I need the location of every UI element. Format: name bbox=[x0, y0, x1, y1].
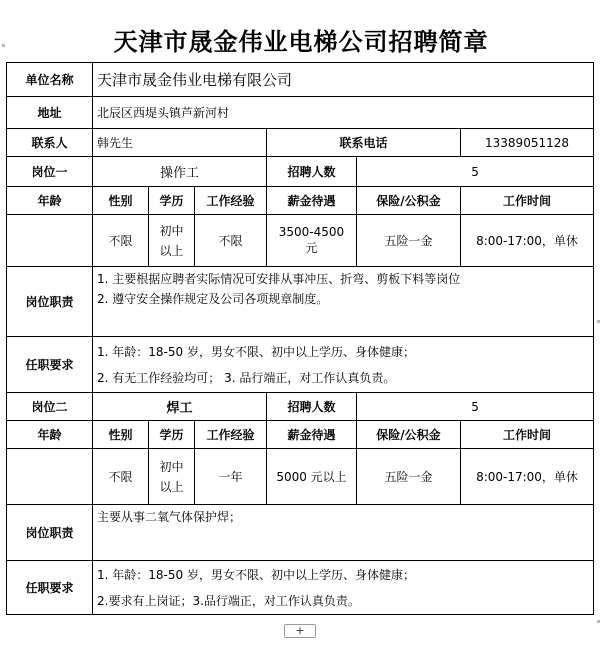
hours-header: 工作时间 bbox=[461, 421, 594, 449]
education-line: 初中 bbox=[159, 459, 184, 474]
duty-text bbox=[93, 267, 594, 337]
position-name: 操作工 bbox=[93, 157, 267, 187]
hours-value: 8:00-17:00，单休 bbox=[461, 215, 594, 267]
contact-row bbox=[7, 129, 594, 157]
duty-line: 1. 主要根据应聘者实际情况可安排从事冲压、折弯、剪板下料等岗位 bbox=[97, 272, 461, 286]
salary-header: 薪金待遇 bbox=[267, 421, 357, 449]
education-line: 以上 bbox=[159, 479, 184, 494]
position-header-row bbox=[7, 393, 594, 421]
education-header: 学历 bbox=[149, 421, 195, 449]
hours-header: 工作时间 bbox=[461, 187, 594, 215]
position-name: 焊工 bbox=[93, 393, 267, 421]
education-value bbox=[149, 215, 195, 267]
add-sheet-button[interactable]: + bbox=[284, 624, 316, 638]
address-row bbox=[7, 97, 594, 129]
age-value bbox=[7, 215, 93, 267]
position-header-row bbox=[7, 157, 594, 187]
age-header: 年龄 bbox=[7, 421, 93, 449]
phone-label: 联系电话 bbox=[267, 129, 461, 157]
page-title: 天津市晟金伟业电梯公司招聘简章 bbox=[113, 27, 489, 56]
duty-line: 2. 遵守安全操作规定及公司各项规章制度。 bbox=[97, 292, 329, 306]
column-header-row bbox=[7, 421, 594, 449]
duty-row bbox=[7, 267, 594, 337]
requirement-line: 2.要求有上岗证；3.品行端正，对工作认真负责。 bbox=[97, 593, 360, 608]
company-row bbox=[7, 63, 594, 97]
experience-value: 一年 bbox=[195, 449, 267, 505]
company-name: 天津市晟金伟业电梯有限公司 bbox=[93, 63, 594, 97]
insurance-header: 保险/公积金 bbox=[357, 187, 461, 215]
gender-header: 性别 bbox=[93, 187, 149, 215]
duty-label: 岗位职责 bbox=[7, 505, 93, 561]
page-edge-mark bbox=[597, 320, 600, 323]
education-line: 初中 bbox=[159, 223, 184, 238]
hire-count-value: 5 bbox=[357, 393, 594, 421]
requirement-text bbox=[93, 337, 594, 393]
insurance-header: 保险/公积金 bbox=[357, 421, 461, 449]
hours-value: 8:00-17:00，单休 bbox=[461, 449, 594, 505]
duty-text bbox=[93, 505, 594, 561]
age-header: 年龄 bbox=[7, 187, 93, 215]
contact-value: 韩先生 bbox=[93, 129, 267, 157]
page-corner-mark bbox=[597, 620, 600, 623]
requirement-text bbox=[93, 561, 594, 615]
page-corner-mark bbox=[2, 44, 5, 47]
position-label: 岗位二 bbox=[7, 393, 93, 421]
education-line: 以上 bbox=[159, 243, 184, 258]
gender-value: 不限 bbox=[93, 449, 149, 505]
address-value: 北辰区西堤头镇芦新河村 bbox=[93, 97, 594, 129]
recruitment-table bbox=[6, 62, 594, 615]
insurance-value: 五险一金 bbox=[357, 215, 461, 267]
requirement-label: 任职要求 bbox=[7, 337, 93, 393]
age-value bbox=[7, 449, 93, 505]
requirement-row bbox=[7, 337, 594, 393]
experience-header: 工作经验 bbox=[195, 421, 267, 449]
salary-header: 薪金待遇 bbox=[267, 187, 357, 215]
address-label: 地址 bbox=[7, 97, 93, 129]
gender-header: 性别 bbox=[93, 421, 149, 449]
hire-count-label: 招聘人数 bbox=[267, 157, 357, 187]
duty-row bbox=[7, 505, 594, 561]
education-header: 学历 bbox=[149, 187, 195, 215]
hire-count-value: 5 bbox=[357, 157, 594, 187]
phone-value: 13389051128 bbox=[461, 129, 594, 157]
requirement-row bbox=[7, 561, 594, 615]
education-value bbox=[149, 449, 195, 505]
column-header-row bbox=[7, 187, 594, 215]
experience-header: 工作经验 bbox=[195, 187, 267, 215]
company-label: 单位名称 bbox=[7, 63, 93, 97]
detail-row bbox=[7, 449, 594, 505]
salary-value: 3500-4500 元 bbox=[267, 215, 357, 267]
experience-value: 不限 bbox=[195, 215, 267, 267]
position-label: 岗位一 bbox=[7, 157, 93, 187]
requirement-line: 1. 年龄：18-50 岁，男女不限、初中以上学历、身体健康； bbox=[97, 344, 415, 359]
requirement-line: 2. 有无工作经验均可； 3. 品行端正，对工作认真负责。 bbox=[97, 370, 396, 385]
duty-label: 岗位职责 bbox=[7, 267, 93, 337]
insurance-value: 五险一金 bbox=[357, 449, 461, 505]
requirement-label: 任职要求 bbox=[7, 561, 93, 615]
gender-value: 不限 bbox=[93, 215, 149, 267]
contact-label: 联系人 bbox=[7, 129, 93, 157]
detail-row bbox=[7, 215, 594, 267]
salary-value: 5000 元以上 bbox=[267, 449, 357, 505]
requirement-line: 1. 年龄：18-50 岁，男女不限、初中以上学历、身体健康； bbox=[97, 567, 415, 582]
hire-count-label: 招聘人数 bbox=[267, 393, 357, 421]
duty-line: 主要从事二氧气体保护焊； bbox=[97, 510, 242, 524]
